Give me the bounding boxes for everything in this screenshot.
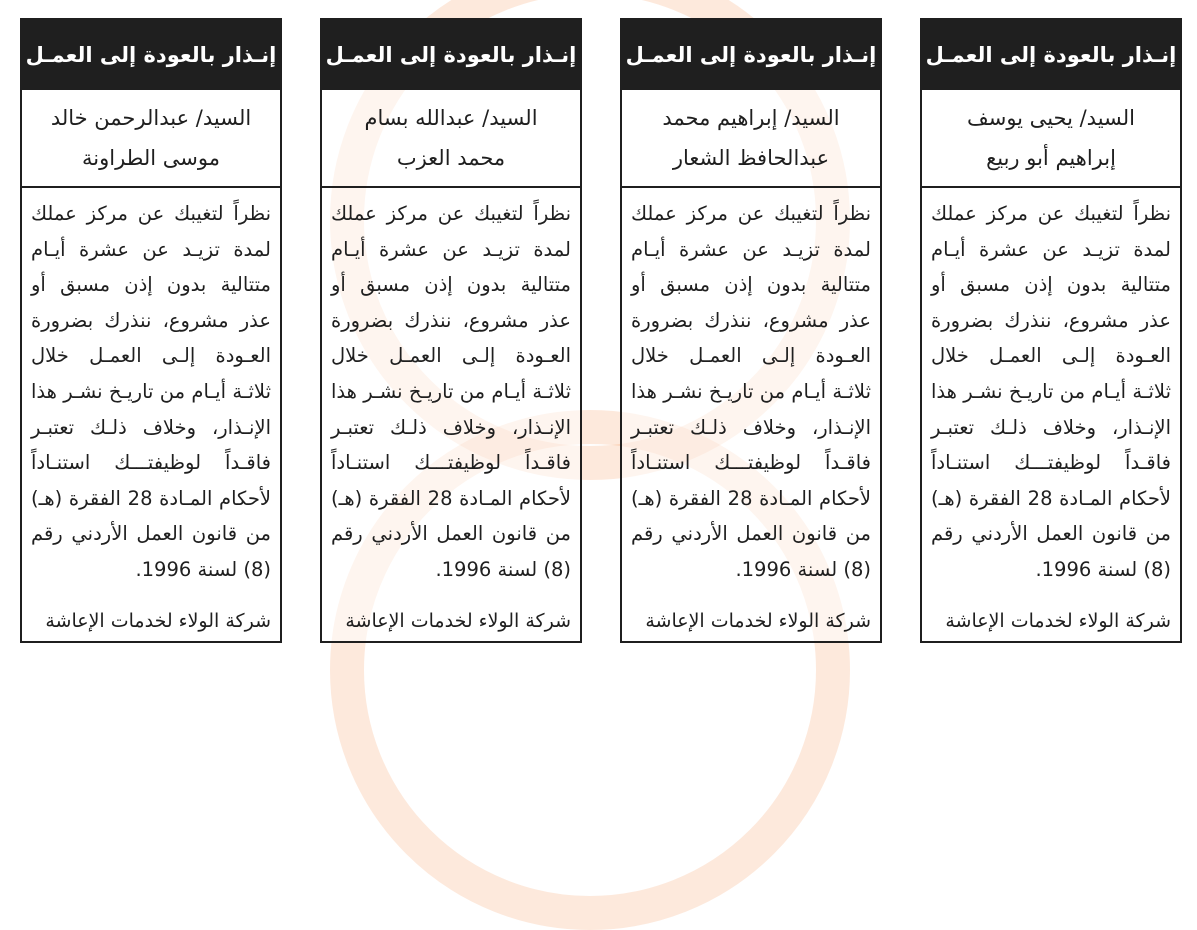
notice-title: إنـذار بالعودة إلى العمـل [622, 20, 880, 90]
recipient-name-line1: السيد/ إبراهيم محمد [662, 106, 840, 130]
recipient-name-line2: إبراهيم أبو ربيع [986, 146, 1116, 170]
recipient-name [622, 90, 880, 186]
recipient-name-line1: السيد/ يحيى يوسف [966, 106, 1136, 130]
notice-card [20, 18, 282, 643]
notice-card [620, 18, 882, 643]
notice-title: إنـذار بالعودة إلى العمـل [922, 20, 1180, 90]
notice-title: إنـذار بالعودة إلى العمـل [322, 20, 580, 90]
notice-body: نظراً لتغيبك عن مركز عملك لمدة تزيـد عن عشرة أيـام متتالية بدون إذن مسبق أو عذر مشروع، ننذرك بضرورة العـودة إلـى العمـل خلال ثلاثـة أيـام من تاريـخ نشـر هذا الإنـذار، وخلاف ذلـك تعتبـر فاقـداً لوظيفتـــك استنـاداً لأحكام المـادة 28 الفقرة (هـ) من قانون العمل الأردني رقم (8) لسنة 1996. [31, 202, 272, 581]
notice-card [920, 18, 1182, 643]
recipient-name-line1: السيد/ عبدالرحمن خالد [50, 106, 252, 130]
recipient-name [322, 90, 580, 186]
recipient-name [22, 90, 280, 186]
notice-title: إنـذار بالعودة إلى العمـل [22, 20, 280, 90]
company-signature: شركة الولاء لخدمات الإعاشة [345, 610, 571, 632]
notice-card [320, 18, 582, 643]
recipient-name-line1: السيد/ عبدالله بسام [364, 106, 538, 130]
recipient-name-line2: موسى الطراونة [82, 146, 220, 170]
notice-body: نظراً لتغيبك عن مركز عملك لمدة تزيـد عن عشرة أيـام متتالية بدون إذن مسبق أو عذر مشروع، ننذرك بضرورة العـودة إلـى العمـل خلال ثلاثـة أيـام من تاريـخ نشـر هذا الإنـذار، وخلاف ذلـك تعتبـر فاقـداً لوظيفتـــك استنـاداً لأحكام المـادة 28 الفقرة (هـ) من قانون العمل الأردني رقم (8) لسنة 1996. [931, 202, 1172, 581]
recipient-name [922, 90, 1180, 186]
recipient-name-line2: محمد العزب [396, 146, 506, 170]
notice-body: نظراً لتغيبك عن مركز عملك لمدة تزيـد عن عشرة أيـام متتالية بدون إذن مسبق أو عذر مشروع، ننذرك بضرورة العـودة إلـى العمـل خلال ثلاثـة أيـام من تاريـخ نشـر هذا الإنـذار، وخلاف ذلـك تعتبـر فاقـداً لوظيفتـــك استنـاداً لأحكام المـادة 28 الفقرة (هـ) من قانون العمل الأردني رقم (8) لسنة 1996. [631, 202, 872, 581]
company-signature: شركة الولاء لخدمات الإعاشة [945, 610, 1171, 632]
company-signature: شركة الولاء لخدمات الإعاشة [645, 610, 871, 632]
notice-body: نظراً لتغيبك عن مركز عملك لمدة تزيـد عن عشرة أيـام متتالية بدون إذن مسبق أو عذر مشروع، ننذرك بضرورة العـودة إلـى العمـل خلال ثلاثـة أيـام من تاريـخ نشـر هذا الإنـذار، وخلاف ذلـك تعتبـر فاقـداً لوظيفتـــك استنـاداً لأحكام المـادة 28 الفقرة (هـ) من قانون العمل الأردني رقم (8) لسنة 1996. [331, 202, 572, 581]
company-signature: شركة الولاء لخدمات الإعاشة [45, 610, 271, 632]
recipient-name-line2: عبدالحافظ الشعار [672, 146, 830, 170]
